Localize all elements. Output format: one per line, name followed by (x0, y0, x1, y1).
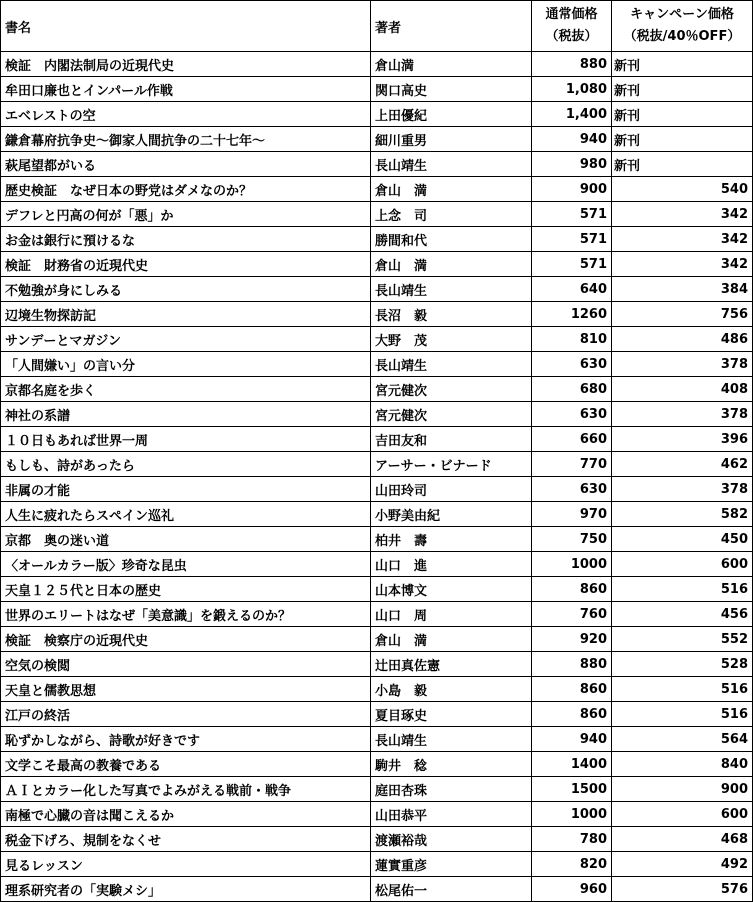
book-title-cell: お金は銀行に預けるな (1, 227, 371, 252)
table-row (1, 152, 753, 177)
book-title-cell: 鎌倉幕府抗争史～御家人間抗争の二十七年～ (1, 127, 371, 152)
author-cell: 勝間和代 (371, 227, 532, 252)
campaign-price-cell: 450 (612, 527, 753, 552)
table-row (1, 52, 753, 77)
author-cell: 長山靖生 (371, 152, 532, 177)
new-release-badge: 新刊 (612, 52, 753, 77)
new-release-badge: 新刊 (612, 102, 753, 127)
table-row (1, 752, 753, 777)
regular-price-cell: 571 (532, 202, 612, 227)
author-cell: 辻田真佐憲 (371, 652, 532, 677)
author-cell: 山口 進 (371, 552, 532, 577)
table-row (1, 877, 753, 902)
table-row (1, 77, 753, 102)
author-cell: 宮元健次 (371, 377, 532, 402)
author-cell: 細川重男 (371, 127, 532, 152)
book-title-cell: 検証 内閣法制局の近現代史 (1, 52, 371, 77)
regular-price-cell: 810 (532, 327, 612, 352)
table-row (1, 552, 753, 577)
table-row (1, 577, 753, 602)
book-title-cell: 見るレッスン (1, 852, 371, 877)
campaign-price-cell: 378 (612, 352, 753, 377)
regular-price-cell: 1000 (532, 552, 612, 577)
campaign-price-cell: 900 (612, 777, 753, 802)
author-cell: 蓮實重彦 (371, 852, 532, 877)
regular-price-cell: 1400 (532, 752, 612, 777)
column-header-author: 著者 (371, 1, 532, 52)
regular-price-cell: 920 (532, 627, 612, 652)
table-header (1, 1, 753, 52)
book-title-cell: 天皇１２５代と日本の歴史 (1, 577, 371, 602)
campaign-price-cell: 756 (612, 302, 753, 327)
campaign-price-cell: 540 (612, 177, 753, 202)
table-row (1, 127, 753, 152)
book-title-cell: 文学こそ最高の教養である (1, 752, 371, 777)
campaign-price-cell: 378 (612, 477, 753, 502)
regular-price-cell: 860 (532, 577, 612, 602)
campaign-price-cell: 516 (612, 702, 753, 727)
campaign-price-header-line1: キャンペーン価格 (630, 7, 734, 22)
campaign-price-cell: 492 (612, 852, 753, 877)
author-cell: 長山靖生 (371, 352, 532, 377)
author-cell: 長沼 毅 (371, 302, 532, 327)
regular-price-cell: 960 (532, 877, 612, 902)
table-row (1, 777, 753, 802)
campaign-price-cell: 342 (612, 202, 753, 227)
book-title-cell: エベレストの空 (1, 102, 371, 127)
book-title-cell: 〈オールカラー版〉珍奇な昆虫 (1, 552, 371, 577)
regular-price-header-line1: 通常価格 (545, 7, 598, 22)
book-title-cell: 京都 奥の迷い道 (1, 527, 371, 552)
table-row (1, 652, 753, 677)
author-cell: アーサー・ビナード (371, 452, 532, 477)
regular-price-cell: 630 (532, 402, 612, 427)
regular-price-cell: 900 (532, 177, 612, 202)
regular-price-cell: 780 (532, 827, 612, 852)
regular-price-cell: 880 (532, 652, 612, 677)
author-cell: 大野 茂 (371, 327, 532, 352)
table-row (1, 277, 753, 302)
author-cell: 小野美由紀 (371, 502, 532, 527)
book-title-cell: 検証 財務省の近現代史 (1, 252, 371, 277)
campaign-price-cell: 342 (612, 252, 753, 277)
author-cell: 渡瀬裕哉 (371, 827, 532, 852)
author-cell: 倉山 満 (371, 177, 532, 202)
author-cell: 山田恭平 (371, 802, 532, 827)
campaign-price-cell: 576 (612, 877, 753, 902)
table-row (1, 202, 753, 227)
regular-price-cell: 1,080 (532, 77, 612, 102)
table-row (1, 352, 753, 377)
table-row (1, 327, 753, 352)
book-title-cell: 天皇と儒教思想 (1, 677, 371, 702)
table-row (1, 802, 753, 827)
table-row (1, 402, 753, 427)
author-cell: 長山靖生 (371, 727, 532, 752)
regular-price-cell: 770 (532, 452, 612, 477)
book-title-cell: 辺境生物探訪記 (1, 302, 371, 327)
regular-price-header-line2: （税抜） (545, 29, 598, 44)
column-header-regular-price (532, 1, 612, 52)
column-header-campaign-price (612, 1, 753, 52)
table-row (1, 427, 753, 452)
campaign-price-header-line2: （税抜/40％OFF） (623, 29, 741, 44)
author-cell: 山口 周 (371, 602, 532, 627)
book-title-cell: 江戸の終活 (1, 702, 371, 727)
campaign-price-cell: 600 (612, 552, 753, 577)
author-cell: 倉山満 (371, 52, 532, 77)
table-row (1, 827, 753, 852)
book-title-cell: 空気の検閲 (1, 652, 371, 677)
table-row (1, 452, 753, 477)
campaign-price-cell: 516 (612, 677, 753, 702)
table-body (1, 52, 753, 902)
book-title-cell: 税金下げろ、規制をなくせ (1, 827, 371, 852)
author-cell: 駒井 稔 (371, 752, 532, 777)
author-cell: 関口高史 (371, 77, 532, 102)
author-cell: 小島 毅 (371, 677, 532, 702)
new-release-badge: 新刊 (612, 77, 753, 102)
book-title-cell: ＡＩとカラー化した写真でよみがえる戦前・戦争 (1, 777, 371, 802)
author-cell: 長山靖生 (371, 277, 532, 302)
regular-price-cell: 940 (532, 727, 612, 752)
campaign-price-cell: 582 (612, 502, 753, 527)
book-title-cell: １０日もあれば世界一周 (1, 427, 371, 452)
regular-price-cell: 860 (532, 677, 612, 702)
new-release-badge: 新刊 (612, 152, 753, 177)
regular-price-cell: 680 (532, 377, 612, 402)
author-cell: 倉山 満 (371, 252, 532, 277)
author-cell: 上田優紀 (371, 102, 532, 127)
regular-price-cell: 660 (532, 427, 612, 452)
campaign-price-cell: 468 (612, 827, 753, 852)
book-title-cell: 南極で心臓の音は聞こえるか (1, 802, 371, 827)
book-title-cell: サンデーとマガジン (1, 327, 371, 352)
author-cell: 柏井 壽 (371, 527, 532, 552)
author-cell: 夏目琢史 (371, 702, 532, 727)
book-title-cell: 恥ずかしながら、詩歌が好きです (1, 727, 371, 752)
book-title-cell: 非属の才能 (1, 477, 371, 502)
campaign-price-cell: 384 (612, 277, 753, 302)
campaign-price-cell: 456 (612, 602, 753, 627)
author-cell: 宮元健次 (371, 402, 532, 427)
campaign-price-cell: 600 (612, 802, 753, 827)
regular-price-cell: 630 (532, 352, 612, 377)
book-title-cell: 京都名庭を歩く (1, 377, 371, 402)
regular-price-cell: 760 (532, 602, 612, 627)
regular-price-cell: 630 (532, 477, 612, 502)
table-row (1, 502, 753, 527)
regular-price-cell: 1500 (532, 777, 612, 802)
table-row (1, 602, 753, 627)
book-title-cell: 「人間嫌い」の言い分 (1, 352, 371, 377)
campaign-price-cell: 552 (612, 627, 753, 652)
book-title-cell: 牟田口廉也とインパール作戦 (1, 77, 371, 102)
table-row (1, 102, 753, 127)
new-release-badge: 新刊 (612, 127, 753, 152)
author-cell: 山田玲司 (371, 477, 532, 502)
table-row (1, 727, 753, 752)
regular-price-cell: 1,400 (532, 102, 612, 127)
regular-price-cell: 940 (532, 127, 612, 152)
table-row (1, 227, 753, 252)
table-row (1, 527, 753, 552)
table-row (1, 177, 753, 202)
campaign-price-cell: 516 (612, 577, 753, 602)
campaign-price-cell: 486 (612, 327, 753, 352)
campaign-price-cell: 528 (612, 652, 753, 677)
campaign-price-cell: 840 (612, 752, 753, 777)
book-title-cell: 歴史検証 なぜ日本の野党はダメなのか？ (1, 177, 371, 202)
campaign-price-cell: 396 (612, 427, 753, 452)
author-cell: 倉山 満 (371, 627, 532, 652)
campaign-price-cell: 378 (612, 402, 753, 427)
book-title-cell: 不勉強が身にしみる (1, 277, 371, 302)
campaign-price-cell: 408 (612, 377, 753, 402)
regular-price-cell: 1000 (532, 802, 612, 827)
author-cell: 松尾佑一 (371, 877, 532, 902)
regular-price-cell: 640 (532, 277, 612, 302)
regular-price-cell: 880 (532, 52, 612, 77)
table-row (1, 477, 753, 502)
book-title-cell: もしも、詩があったら (1, 452, 371, 477)
regular-price-cell: 820 (532, 852, 612, 877)
column-header-title: 書名 (1, 1, 371, 52)
book-title-cell: 人生に疲れたらスペイン巡礼 (1, 502, 371, 527)
campaign-price-cell: 342 (612, 227, 753, 252)
book-title-cell: 世界のエリートはなぜ「美意識」を鍛えるのか？ (1, 602, 371, 627)
book-title-cell: デフレと円高の何が「悪」か (1, 202, 371, 227)
regular-price-cell: 980 (532, 152, 612, 177)
table-row (1, 627, 753, 652)
table-row (1, 702, 753, 727)
author-cell: 庭田杏珠 (371, 777, 532, 802)
regular-price-cell: 970 (532, 502, 612, 527)
regular-price-cell: 860 (532, 702, 612, 727)
table-row (1, 302, 753, 327)
author-cell: 吉田友和 (371, 427, 532, 452)
header-row (1, 1, 753, 52)
campaign-price-cell: 564 (612, 727, 753, 752)
regular-price-cell: 750 (532, 527, 612, 552)
table-row (1, 852, 753, 877)
campaign-price-cell: 462 (612, 452, 753, 477)
author-cell: 山本博文 (371, 577, 532, 602)
table-row (1, 252, 753, 277)
book-title-cell: 萩尾望都がいる (1, 152, 371, 177)
regular-price-cell: 1260 (532, 302, 612, 327)
book-title-cell: 検証 検察庁の近現代史 (1, 627, 371, 652)
regular-price-cell: 571 (532, 252, 612, 277)
regular-price-cell: 571 (532, 227, 612, 252)
table-row (1, 677, 753, 702)
book-title-cell: 理系研究者の「実験メシ」 (1, 877, 371, 902)
table-row (1, 377, 753, 402)
book-title-cell: 神社の系譜 (1, 402, 371, 427)
author-cell: 上念 司 (371, 202, 532, 227)
